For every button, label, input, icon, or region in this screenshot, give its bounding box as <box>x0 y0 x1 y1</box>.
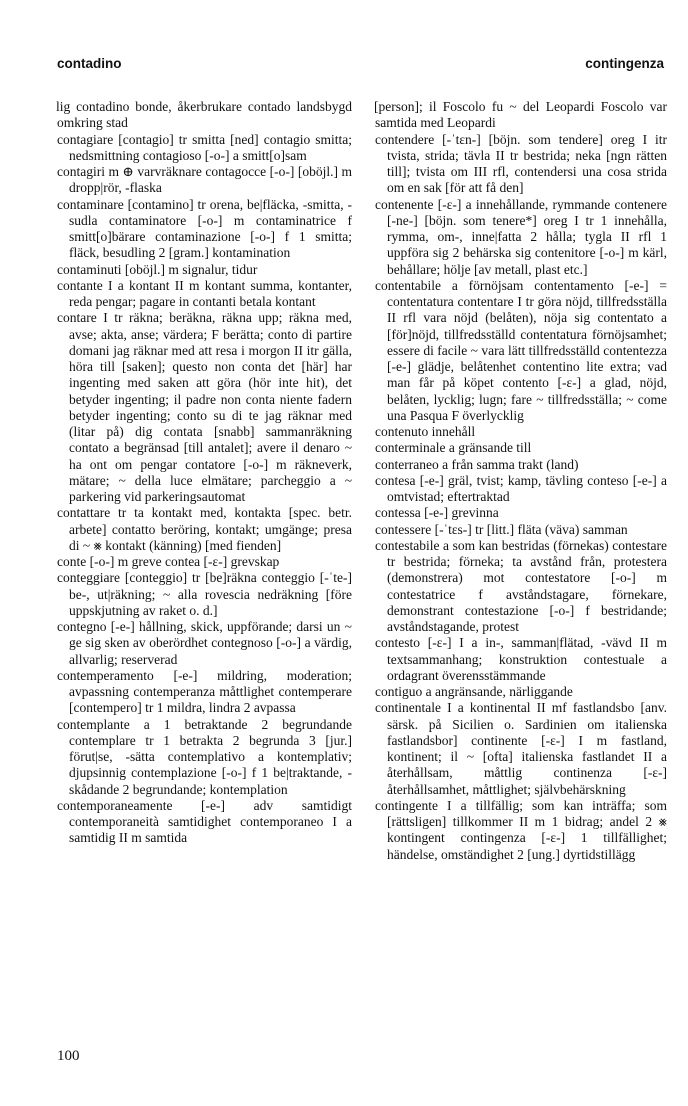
dictionary-entry: contessere [-ˈtɛs-] tr [litt.] fläta (väva) samman <box>375 521 628 537</box>
right-column <box>375 99 667 863</box>
dictionary-entry: conte [-o-] m greve contea [-ɛ-] grevskap <box>57 554 280 569</box>
dictionary-entry: contessa [-e-] grevinna <box>375 505 499 521</box>
guide-word-left: contadino <box>57 56 122 71</box>
left-column <box>57 99 352 847</box>
dictionary-entry: conteggiare [conteggio] tr [be]räkna conteggio [-ˈte-] be-, ut|räkning; ~ alla rovescia nedräkning [före uppskjutning av raket o. d.] <box>57 570 352 618</box>
dictionary-entry: contaminuti [oböjl.] m signalur, tidur <box>57 261 258 277</box>
page-number: 100 <box>57 1048 80 1064</box>
dictionary-entry: contemplante a 1 betraktande 2 begrundande contemplare tr 1 betrakta 2 begrunda 3 [jur.] förut|se, -sätta contemplativo a kontemplativ; djupsinnig contemplazione [-o-] f 1 be|traktande, -skådande 2 begrundande; kontemplation <box>57 716 352 797</box>
dictionary-entry: conterraneo a från samma trakt (land) <box>375 456 579 472</box>
dictionary-entry: contesa [-e-] gräl, tvist; kamp, tävling conteso [-e-] a omtvistad; eftertraktad <box>375 472 667 504</box>
dictionary-entry: contesto [-ɛ-] I a in-, samman|flätad, -vävd II m textsammanhang; konstruktion contestuale a ordagrant överensstämmande <box>375 635 667 683</box>
dictionary-entry: contegno [-e-] hållning, skick, uppförande; darsi un ~ ge sig sken av oberördhet contegnoso [-o-] a värdig, allvarlig; reserverad <box>57 619 352 667</box>
dictionary-entry: contaminare [contamino] tr orena, be|fläcka, -smitta, -sudla contaminatore [-o-] m contaminatrice f smitt[o]bärare contaminazione [-o-] f 1 smitta; fläck, besudling 2 [gram.] kontamination <box>57 196 352 261</box>
dictionary-entry: contattare tr ta kontakt med, kontakta [spec. betr. arbete] contatto beröring, kontakt; umgänge; presa di ~ ⨳ kontakt (känning) [med fienden] <box>57 505 352 553</box>
dictionary-entry: [person]; il Foscolo fu ~ del Leopardi Foscolo var samtida med Leopardi <box>374 99 667 131</box>
dictionary-entry: contagiri m ⊕ varvräknare contagocce [-o-] [oböjl.] m dropp|rör, -flaska <box>57 164 352 196</box>
dictionary-entry: contentabile a förnöjsam contentamento [-e-] = contentatura contentare I tr göra nöjd, tillfredsställa II rfl vara nöjd (belåten), nöja sig contentato a [för]nöjd, tillfredsställd contentatura förnöjsamhet; essere di facile ~ vara lätt tillfredsställd contentezza [-e-] glädje, belåtenhet contentino lite extra; vad man får på köpet contento [-ɛ-] a glad, nöjd, belåten, lycklig; lugn; fare ~ tillfredsställa; ~ come una Pasqua F överlycklig <box>375 277 667 423</box>
dictionary-entry: contemporaneamente [-e-] adv samtidigt contemporaneità samtidighet contemporaneo I a samtidig II m samtida <box>57 797 352 846</box>
dictionary-entry: contendere [-ˈtɛn-] [böjn. som tendere] oreg I itr tvista, strida; tävla II tr bestrida; neka [ngn rätten till]; tvista om III rfl, contendersi una cosa strida om en sak [för att få den] <box>375 131 667 196</box>
dictionary-entry: conterminale a gränsande till <box>375 440 532 456</box>
dictionary-entry: contemperamento [-e-] mildring, moderation; avpassning contemperanza måttlighet contemperare [contempero] tr 1 mildra, lindra 2 avpassa <box>57 667 352 716</box>
dictionary-entry: contestabile a som kan bestridas (förnekas) contestare tr bestrida; förneka; ta avstånd från, protestera (demonstrera) mot contestatore [-o-] m contestatrice f avståndstagare, förnekare, demonstrant contestazione [-o-] f bestridande; avståndstagande, protest <box>375 537 667 634</box>
dictionary-entry: contare I tr räkna; beräkna, räkna upp; räkna med, avse; akta, anse; värdera; F berätta; conto di partire domani jag räknar med att resa i morgon II itr gälla, höra till [saken]; questo non conta det [här] har ingenting med saken att göra (hör inte hit), det betyder ingenting; il padre non conta niente fadern betyder ingenting; conto su di te jag räknar med (litar på) dig contata [snabb] sammanräkning contato a begränsad [till antalet]; avere il denaro ~ ha ont om pengar contatore [-o-] m räkneverk, mätare; ~ della luce elmätare; parcheggio a ~ parkering vid parkeringsautomat <box>57 310 352 504</box>
dictionary-entry: contiguo a angränsande, närliggande <box>375 684 573 699</box>
dictionary-entry: contenuto innehåll <box>375 424 476 439</box>
guide-word-right: contingenza <box>585 56 664 71</box>
dictionary-entry: contenente [-ɛ-] a innehållande, rymmande contenere [-ne-] [böjn. som tenere*] oreg I tr 1 innehålla, rymma, om-, inne|fatta 2 hålla; tygla II rfl 1 uppföra sig 2 behärska sig contenitore [-o-] m kärl, behållare; hölje [av metall, plast etc.] <box>375 196 667 277</box>
dictionary-entry: contante I a kontant II m kontant summa, kontanter, reda pengar; pagare in contanti betala kontant <box>57 277 352 309</box>
dictionary-entry: contingente I a tillfällig; som kan inträffa; som [rättsligen] tillkommer II m 1 bidrag; andel 2 ⨳ kontingent contingenza [-ɛ-] 1 tillfällighet; händelse, omständighet 2 [ung.] dyrtidstillägg <box>375 797 667 862</box>
dictionary-entry: contagiare [contagio] tr smitta [ned] contagio smitta; nedsmittning contagioso [-o-] a smitt[o]sam <box>57 131 352 163</box>
dictionary-entry: continentale I a kontinental II mf fastlandsbo [anv. särsk. på Sicilien o. Sardinien om italienska fastlandsbor] continente [-ɛ-] I m fastland, kontinent; il ~ [ofta] italienska fastlandet II a återhållsam, måttlig continenza [-ɛ-] återhållsamhet, måttlighet; självbehärskning <box>375 700 667 797</box>
dictionary-entry: lig contadino bonde, åkerbrukare contado landsbygd omkring stad <box>56 99 352 131</box>
